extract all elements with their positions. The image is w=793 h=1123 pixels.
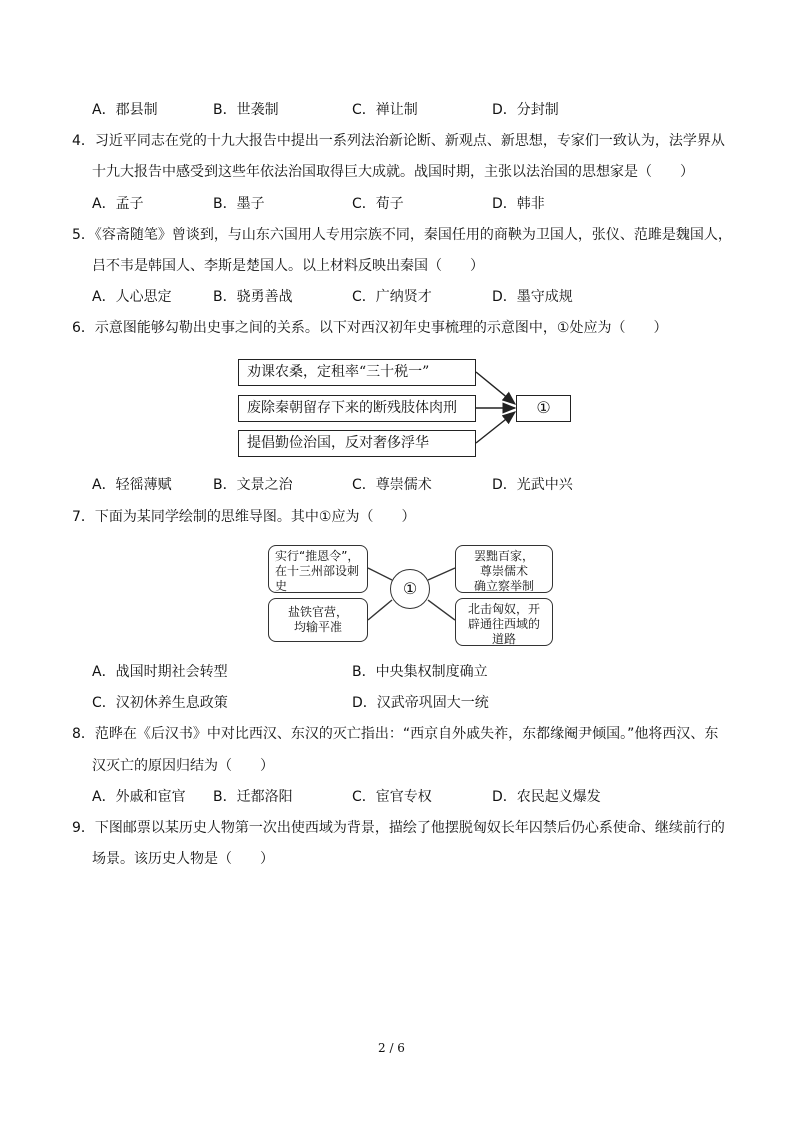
q7-node-bottom-left-line1: 盐铁官营，	[287, 605, 348, 619]
q6-box-1: 劝课农桑，定租率“三十税一”	[238, 359, 476, 386]
q7-node-top-left-line1: 实行“推恩令”，	[275, 549, 360, 563]
q4-stem-line1: 4．习近平同志在党的十九大报告中提出一系列法治新论断、新观点、新思想，专家们一致认为，法学界从	[72, 133, 725, 149]
q6-stem: 6．示意图能够勾勒出史事之间的关系。以下对西汉初年史事梳理的示意图中，①处应为（ ）	[72, 320, 668, 336]
q8-stem-line2: 汉灭亡的原因归结为（ ）	[92, 758, 274, 774]
q7-node-bottom-right-line3: 道路	[491, 632, 516, 646]
q7-center-node: ①	[390, 569, 430, 609]
q5-option-b: B．骁勇善战	[213, 289, 293, 305]
q7-node-top-right	[455, 545, 553, 593]
q6-option-c: C．尊崇儒术	[352, 477, 432, 493]
q8-option-a: A．外戚和宦官	[92, 789, 186, 805]
q8-stem-line1: 8．范晔在《后汉书》中对比西汉、东汉的灭亡指出：“西京自外戚失祚，东都缘阉尹倾国。”他将西汉、东	[72, 726, 719, 742]
q7-option-d: D．汉武帝巩固大一统	[352, 695, 489, 711]
q6-option-a: A．轻徭薄赋	[92, 477, 172, 493]
q9-stem-line2: 场景。该历史人物是（ ）	[92, 851, 274, 867]
q5-option-a: A．人心思定	[92, 289, 172, 305]
q7-option-b: B．中央集权制度确立	[352, 664, 488, 680]
q5-stem-line2: 吕不韦是韩国人、李斯是楚国人。以上材料反映出秦国（ ）	[92, 258, 484, 274]
q7-option-c: C．汉初休养生息政策	[92, 695, 228, 711]
q3-option-a: A．郡县制	[92, 102, 158, 118]
q7-node-bottom-right	[455, 598, 553, 646]
q4-stem-line2: 十九大报告中感受到这些年依法治国取得巨大成就。战国时期，主张以法治国的思想家是（ ）	[92, 164, 694, 180]
q8-option-d: D．农民起义爆发	[492, 789, 601, 805]
q7-node-bottom-left	[268, 598, 368, 642]
q4-option-b: B．墨子	[213, 196, 265, 212]
q7-node-top-left-line2: 在十三州部设刺	[275, 564, 360, 578]
q6-box-2: 废除秦朝留存下来的断残肢体肉刑	[238, 395, 476, 422]
q7-option-a: A．战国时期社会转型	[92, 664, 228, 680]
q6-option-d: D．光武中兴	[492, 477, 573, 493]
q3-option-b: B．世袭制	[213, 102, 279, 118]
q5-stem-line1: 5．《容斋随笔》曾谈到，与山东六国用人专用宗族不同，秦国任用的商鞅为卫国人，张仪、范雎是魏国人，	[72, 227, 732, 243]
q9-stem-line1: 9．下图邮票以某历史人物第一次出使西域为背景，描绘了他摆脱匈奴长年囚禁后仍心系使命、继续前行的	[72, 820, 725, 836]
q5-option-d: D．墨守成规	[492, 289, 573, 305]
q8-option-b: B．迁都洛阳	[213, 789, 293, 805]
page-number: 2 / 6	[378, 1041, 405, 1055]
q7-node-top-left	[268, 545, 368, 593]
q7-node-bottom-left-line2: 均输平准	[293, 620, 342, 634]
q7-node-top-right-line3: 确立察举制	[473, 579, 534, 593]
q3-option-c: C．禅让制	[352, 102, 418, 118]
q4-option-c: C．荀子	[352, 196, 404, 212]
q6-box-3: 提倡勤俭治国，反对奢侈浮华	[238, 430, 476, 457]
q7-node-top-right-line2: 尊崇儒术	[479, 564, 528, 578]
q4-option-d: D．韩非	[492, 196, 545, 212]
q6-target-box: ①	[516, 395, 571, 422]
q5-option-c: C．广纳贤才	[352, 289, 432, 305]
q7-node-bottom-right-line2: 辟通往西域的	[467, 617, 540, 631]
q7-stem: 7．下面为某同学绘制的思维导图。其中①应为（ ）	[72, 509, 416, 525]
q3-option-d: D．分封制	[492, 102, 559, 118]
q8-option-c: C．宦官专权	[352, 789, 432, 805]
q6-option-b: B．文景之治	[213, 477, 293, 493]
q7-node-top-right-line1: 罢黜百家，	[473, 549, 534, 563]
q7-node-top-left-line3: 史	[275, 579, 288, 593]
q7-node-bottom-right-line1: 北击匈奴，开	[467, 602, 540, 616]
q4-option-a: A．孟子	[92, 196, 144, 212]
